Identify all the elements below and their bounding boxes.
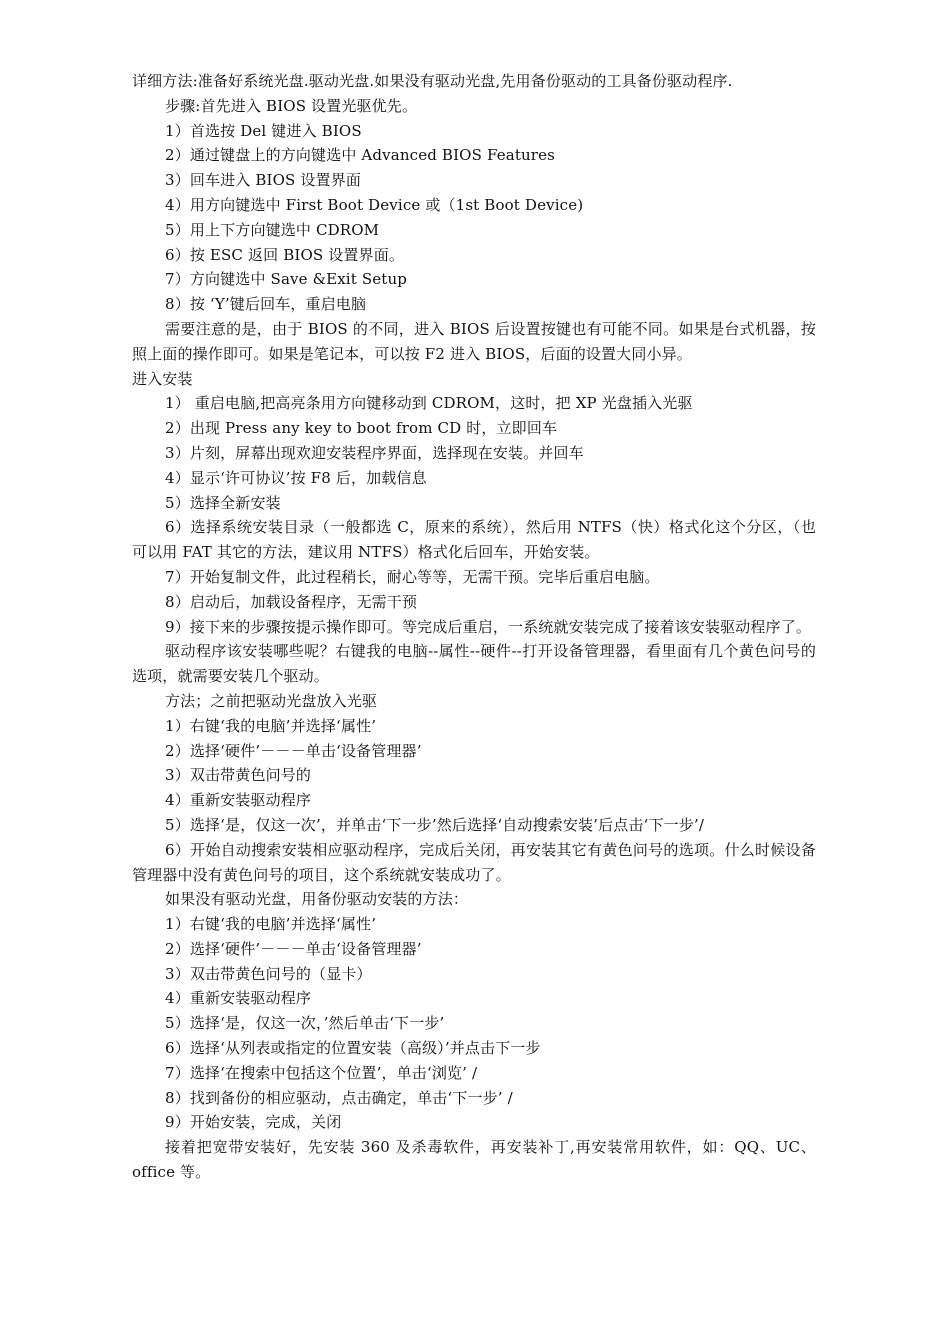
paragraph: 2）选择‘硬件’－－－单击‘设备管理器’ xyxy=(165,741,422,760)
paragraph: 需要注意的是，由于 BIOS 的不同，进入 BIOS 后设置按键也有可能不同。如果是台式机器，按照上面的操作即可。如果是笔记本，可以按 F2 进入 BIOS，后面的设置大同小异。 xyxy=(132,319,816,363)
paragraph: 6）选择系统安装目录（一般都选 C，原来的系统），然后用 NTFS（快）格式化这个分区，（也可以用 FAT 其它的方法，建议用 NTFS）格式化后回车，开始安装。 xyxy=(132,518,816,562)
paragraph: 1）首选按 Del 键进入 BIOS xyxy=(165,121,362,140)
paragraph: 7）开始复制文件，此过程稍长，耐心等等，无需干预。完毕后重启电脑。 xyxy=(165,567,660,586)
paragraph: 步骤:首先进入 BIOS 设置光驱优先。 xyxy=(165,96,418,115)
paragraph: 6）选择‘从列表或指定的位置安装（高级）’并点击下一步 xyxy=(165,1039,541,1058)
paragraph: 5）选择全新安装 xyxy=(165,493,281,512)
paragraph: 进入安装 xyxy=(132,369,193,388)
paragraph: 3）片刻，屏幕出现欢迎安装程序界面，选择现在安装。并回车 xyxy=(165,443,584,462)
paragraph: 3）双击带黄色问号的（显卡） xyxy=(165,964,372,983)
paragraph: 如果没有驱动光盘，用备份驱动安装的方法： xyxy=(165,890,469,909)
paragraph: 1） 重启电脑,把高亮条用方向键移动到 CDROM，这时，把 XP 光盘插入光驱 xyxy=(165,394,693,413)
paragraph: 7）方向键选中 Save &Exit Setup xyxy=(165,270,408,289)
paragraph: 5）用上下方向键选中 CDROM xyxy=(165,220,380,239)
paragraph: 接着把宽带安装好，先安装 360 及杀毒软件，再安装补丁,再安装常用软件，如：QQ、UC、office 等。 xyxy=(132,1138,816,1182)
paragraph: 1）右键‘我的电脑’并选择‘属性’ xyxy=(165,716,377,735)
paragraph: 3）双击带黄色问号的 xyxy=(165,766,312,785)
paragraph: 8）按 ‘Y’键后回车，重启电脑 xyxy=(165,295,367,314)
paragraph: 方法；之前把驱动光盘放入光驱 xyxy=(165,691,378,710)
paragraph: 详细方法:准备好系统光盘.驱动光盘.如果没有驱动光盘,先用备份驱动的工具备份驱动程序. xyxy=(132,72,733,90)
paragraph: 7）选择‘在搜索中包括这个位置’，单击‘浏览’ / xyxy=(165,1063,478,1082)
paragraph: 2）选择‘硬件’－－－单击‘设备管理器’ xyxy=(165,939,422,958)
paragraph: 1）右键‘我的电脑’并选择‘属性’ xyxy=(165,915,377,934)
paragraph: 4）用方向键选中 First Boot Device 或（1st Boot Device) xyxy=(165,195,584,214)
paragraph: 2）通过键盘上的方向键选中 Advanced BIOS Features xyxy=(165,146,556,165)
paragraph: 5）选择‘是，仅这一次’，并单击‘下一步’然后选择‘自动搜索安装’后点击‘下一步’/ xyxy=(165,815,705,834)
paragraph: 4）重新安装驱动程序 xyxy=(165,989,312,1008)
paragraph: 3）回车进入 BIOS 设置界面 xyxy=(165,171,362,190)
paragraph: 9）接下来的步骤按提示操作即可。等完成后重启，一系统就安装完成了接着该安装驱动程序了。 xyxy=(165,617,811,636)
paragraph: 6）按 ESC 返回 BIOS 设置界面。 xyxy=(165,245,404,264)
document-body xyxy=(132,69,816,1185)
paragraph: 5）选择‘是，仅这一次，’然后单击‘下一步’ xyxy=(165,1014,445,1033)
paragraph: 8）找到备份的相应驱动，点击确定，单击‘下一步’ / xyxy=(165,1088,513,1107)
paragraph: 9）开始安装，完成，关闭 xyxy=(165,1113,342,1132)
paragraph: 4）显示‘许可协议’按 F8 后，加载信息 xyxy=(165,468,427,487)
paragraph: 8）启动后，加载设备程序，无需干预 xyxy=(165,592,418,611)
paragraph: 驱动程序该安装哪些呢？右键我的电脑--属性--硬件--打开设备管理器，看里面有几个黄色问号的选项，就需要安装几个驱动。 xyxy=(132,642,816,686)
paragraph: 4）重新安装驱动程序 xyxy=(165,791,312,810)
paragraph: 2）出现 Press any key to boot from CD 时，立即回车 xyxy=(165,419,558,438)
paragraph: 6）开始自动搜索安装相应驱动程序，完成后关闭，再安装其它有黄色问号的选项。什么时候设备管理器中没有黄色问号的项目，这个系统就安装成功了。 xyxy=(132,840,816,884)
